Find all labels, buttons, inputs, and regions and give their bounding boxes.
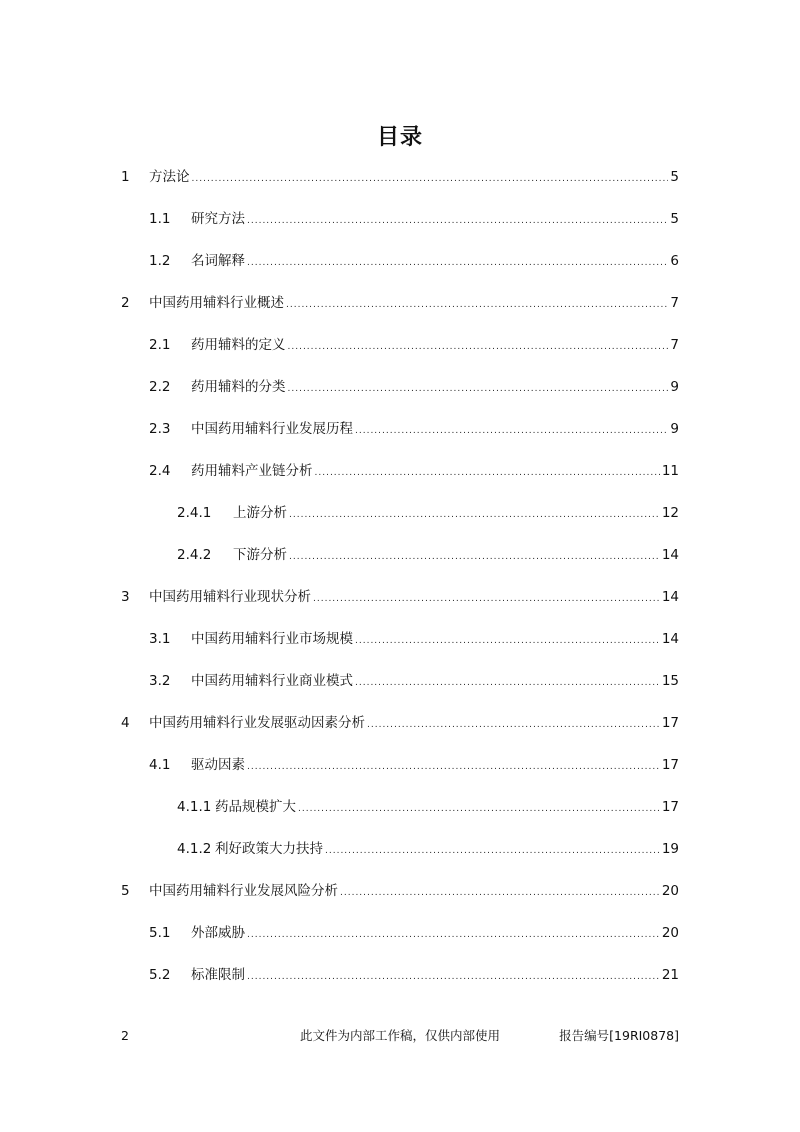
toc-dot-leader bbox=[247, 253, 668, 273]
toc-entry-label: 标准限制 bbox=[191, 967, 245, 983]
toc-entry-number: 5.1 bbox=[149, 925, 171, 941]
toc-entry-page: 5 bbox=[670, 211, 679, 227]
toc-entry[interactable] bbox=[121, 713, 679, 733]
toc-entry-label: 中国药用辅料行业发展驱动因素分析 bbox=[149, 715, 365, 731]
toc-dot-leader bbox=[355, 673, 660, 693]
toc-entry-page: 17 bbox=[661, 715, 679, 731]
toc-entry[interactable] bbox=[177, 839, 679, 859]
toc-entry-page: 17 bbox=[661, 799, 679, 815]
toc-entry-label: 利好政策大力扶持 bbox=[215, 841, 323, 857]
toc-dot-leader bbox=[289, 505, 660, 525]
toc-entry-page: 9 bbox=[670, 379, 679, 395]
toc-entry[interactable] bbox=[149, 419, 679, 439]
toc-entry[interactable] bbox=[177, 797, 679, 817]
toc-entry[interactable] bbox=[149, 377, 679, 397]
toc-entry-label: 上游分析 bbox=[233, 505, 287, 521]
toc-dot-leader bbox=[247, 925, 660, 945]
toc-entry-page: 7 bbox=[670, 337, 679, 353]
toc-entry-number: 5.2 bbox=[149, 967, 171, 983]
toc-entry[interactable] bbox=[149, 923, 679, 943]
toc-entry-page: 12 bbox=[661, 505, 679, 521]
toc-entry-label: 中国药用辅料行业发展历程 bbox=[191, 421, 353, 437]
toc-entry[interactable] bbox=[121, 293, 679, 313]
toc-dot-leader bbox=[192, 169, 669, 189]
toc-entry-number: 2.1 bbox=[149, 337, 171, 353]
toc-entry-label: 中国药用辅料行业商业模式 bbox=[191, 673, 353, 689]
toc-entry-page: 14 bbox=[661, 547, 679, 563]
toc-entry-label: 中国药用辅料行业概述 bbox=[149, 295, 284, 311]
toc-entry-number: 2 bbox=[121, 295, 130, 311]
toc-entry-label: 驱动因素 bbox=[191, 757, 245, 773]
toc-entry-page: 7 bbox=[670, 295, 679, 311]
toc-entry-label: 药用辅料的定义 bbox=[191, 337, 286, 353]
toc-dot-leader bbox=[298, 799, 660, 819]
toc-dot-leader bbox=[367, 715, 660, 735]
toc-entry-number: 3.2 bbox=[149, 673, 171, 689]
toc-entry-label: 名词解释 bbox=[191, 253, 245, 269]
page-footer bbox=[121, 1026, 679, 1046]
toc-entry-number: 3.1 bbox=[149, 631, 171, 647]
toc-entry[interactable] bbox=[149, 335, 679, 355]
toc-dot-leader bbox=[247, 211, 668, 231]
toc-entry[interactable] bbox=[121, 167, 679, 187]
toc-entry-page: 11 bbox=[661, 463, 679, 479]
toc-entry-number: 3 bbox=[121, 589, 130, 605]
toc-entry-page: 14 bbox=[661, 589, 679, 605]
toc-entry-page: 14 bbox=[661, 631, 679, 647]
toc-dot-leader bbox=[355, 421, 668, 441]
toc-entry[interactable] bbox=[149, 965, 679, 985]
toc-entry-label: 研究方法 bbox=[191, 211, 245, 227]
toc-entry-number: 4.1.1 bbox=[177, 799, 212, 815]
toc-entry[interactable] bbox=[177, 545, 679, 565]
toc-entry-number: 2.4.1 bbox=[177, 505, 212, 521]
toc-dot-leader bbox=[340, 883, 660, 903]
toc-entry-number: 1 bbox=[121, 169, 130, 185]
toc-dot-leader bbox=[315, 463, 660, 483]
toc-dot-leader bbox=[289, 547, 660, 567]
toc-dot-leader bbox=[325, 841, 660, 861]
toc-entry[interactable] bbox=[149, 755, 679, 775]
footer-report-code: 报告编号[19RI0878] bbox=[559, 1028, 679, 1043]
toc-entry-label: 外部威胁 bbox=[191, 925, 245, 941]
toc-entry-label: 药品规模扩大 bbox=[215, 799, 296, 815]
toc-entry-page: 6 bbox=[670, 253, 679, 269]
toc-entry-number: 5 bbox=[121, 883, 130, 899]
toc-dot-leader bbox=[313, 589, 660, 609]
toc-entry-label: 药用辅料产业链分析 bbox=[191, 463, 313, 479]
toc-entry-page: 20 bbox=[661, 883, 679, 899]
toc-entry-label: 方法论 bbox=[149, 169, 190, 185]
toc-entry-number: 4.1.2 bbox=[177, 841, 212, 857]
toc-entry[interactable] bbox=[149, 671, 679, 691]
toc-dot-leader bbox=[288, 337, 669, 357]
toc-entry-label: 中国药用辅料行业现状分析 bbox=[149, 589, 311, 605]
toc-dot-leader bbox=[286, 295, 668, 315]
toc-entry-number: 2.4.2 bbox=[177, 547, 212, 563]
toc-entry-label: 药用辅料的分类 bbox=[191, 379, 286, 395]
toc-entry-number: 2.3 bbox=[149, 421, 171, 437]
toc-entry[interactable] bbox=[121, 881, 679, 901]
toc-entry-label: 中国药用辅料行业市场规模 bbox=[191, 631, 353, 647]
toc-entry-page: 15 bbox=[661, 673, 679, 689]
toc-entry-number: 1.1 bbox=[149, 211, 171, 227]
footer-notice: 此文件为内部工作稿，仅供内部使用 bbox=[299, 1028, 500, 1043]
toc-entry[interactable] bbox=[149, 209, 679, 229]
toc-entry-page: 17 bbox=[661, 757, 679, 773]
toc-entry-number: 2.4 bbox=[149, 463, 171, 479]
toc-entry[interactable] bbox=[121, 587, 679, 607]
toc-entry-page: 5 bbox=[670, 169, 679, 185]
toc-dot-leader bbox=[247, 757, 660, 777]
toc-entry[interactable] bbox=[149, 461, 679, 481]
toc-entry-number: 1.2 bbox=[149, 253, 171, 269]
toc-entry-number: 4 bbox=[121, 715, 130, 731]
toc-entry-label: 下游分析 bbox=[233, 547, 287, 563]
toc-dot-leader bbox=[288, 379, 669, 399]
toc-entry-page: 9 bbox=[670, 421, 679, 437]
toc-entry-number: 4.1 bbox=[149, 757, 171, 773]
toc-dot-leader bbox=[355, 631, 660, 651]
toc-dot-leader bbox=[247, 967, 660, 987]
toc-entry-page: 19 bbox=[661, 841, 679, 857]
toc-entry-number: 2.2 bbox=[149, 379, 171, 395]
toc-entry-label: 中国药用辅料行业发展风险分析 bbox=[149, 883, 338, 899]
footer-page-number: 2 bbox=[121, 1028, 129, 1043]
toc-entry[interactable] bbox=[149, 629, 679, 649]
toc-entry-page: 21 bbox=[661, 967, 679, 983]
toc-entry-page: 20 bbox=[661, 925, 679, 941]
toc-title: 目录 bbox=[376, 125, 423, 150]
toc-entry[interactable] bbox=[177, 503, 679, 523]
toc-entry[interactable] bbox=[149, 251, 679, 271]
